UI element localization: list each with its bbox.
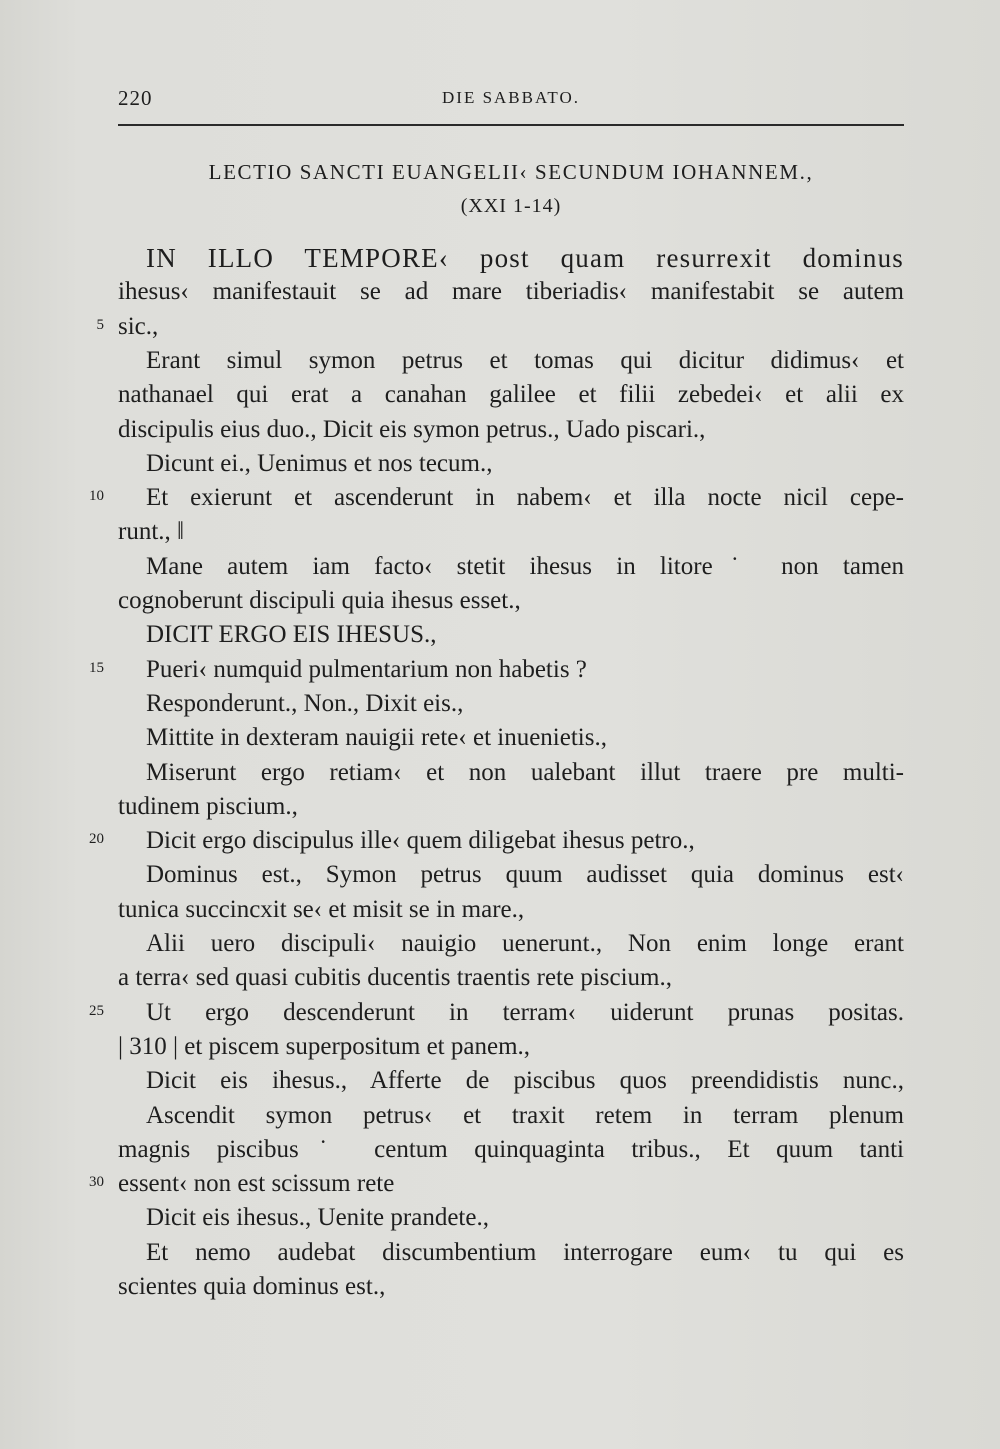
line-text: Mane autem iam facto‹ stetit ihesus in litore˙ non tamen <box>146 552 904 580</box>
text-line <box>0 617 1000 653</box>
text-line <box>0 1269 1000 1305</box>
text-line <box>0 995 1000 1031</box>
lection-title: LECTIO SANCTI EUANGELII‹ SECUNDUM IOHANNEM., <box>208 160 814 184</box>
text-line <box>0 480 1000 516</box>
line-text: Responderunt., Non., Dixit eis., <box>146 689 464 717</box>
line-text: Dicunt ei., Uenimus et nos tecum., <box>146 449 493 477</box>
running-head: DIE SABBATO. <box>442 88 580 107</box>
text-line <box>0 789 1000 825</box>
line-text: ihesus‹ manifestauit se ad mare tiberiadis‹ manifestabit se autem <box>118 278 904 306</box>
text-line <box>0 720 1000 756</box>
text-line <box>0 1063 1000 1099</box>
lection-reference: (XXI 1-14) <box>460 195 562 217</box>
text-line <box>0 686 1000 722</box>
line-number: 20 <box>89 831 104 848</box>
line-text: Pueri‹ numquid pulmentarium non habetis ? <box>146 655 587 683</box>
line-text: scientes quia dominus est., <box>118 1273 386 1300</box>
text-line <box>0 1166 1000 1202</box>
line-text: discipulis eius duo., Dicit eis symon petrus., Uado piscari., <box>118 415 706 443</box>
line-text: cognoberunt discipuli quia ihesus esset., <box>118 587 521 614</box>
line-number: 10 <box>89 488 104 505</box>
line-number: 25 <box>89 1002 104 1019</box>
line-text: Dicit eis ihesus., Uenite prandete., <box>146 1204 489 1232</box>
line-text: magnis piscibus˙ centum quinquaginta tribus., Et quum tanti <box>118 1135 904 1163</box>
line-text: a terra‹ sed quasi cubitis ducentis traentis rete piscium., <box>118 964 672 992</box>
text-line <box>0 514 1000 550</box>
text-line <box>0 377 1000 413</box>
text-line <box>0 240 1000 276</box>
text-line <box>0 274 1000 310</box>
text-line <box>0 1235 1000 1271</box>
text-line <box>0 1029 1000 1065</box>
line-text: Dicit ergo discipulus ille‹ quem diligebat ihesus petro., <box>146 827 695 855</box>
text-line <box>0 446 1000 482</box>
text-line <box>0 309 1000 345</box>
text-line <box>0 892 1000 928</box>
text-line <box>0 343 1000 379</box>
text-line <box>0 960 1000 996</box>
line-number: 30 <box>89 1174 104 1191</box>
text-line <box>0 583 1000 619</box>
line-text: sic., <box>118 312 159 340</box>
line-text: tudinem piscium., <box>118 792 298 820</box>
line-text: IN ILLO TEMPORE‹ post quam resurrexit dominus <box>146 243 904 273</box>
text-line <box>0 857 1000 893</box>
line-text: Erant simul symon petrus et tomas qui dicitur didimus‹ et <box>146 346 904 374</box>
line-number: 15 <box>89 659 104 676</box>
line-number: 5 <box>96 316 104 333</box>
line-text: essent‹ non est scissum rete <box>118 1170 395 1198</box>
page-number: 220 <box>118 86 153 110</box>
line-text: Miserunt ergo retiam‹ et non ualebant illut traere pre multi- <box>146 758 904 786</box>
line-text: Mittite in dexteram nauigii rete‹ et inuenietis., <box>146 724 607 752</box>
text-line <box>0 926 1000 962</box>
line-text: Et nemo audebat discumbentium interrogare eum‹ tu qui es <box>146 1238 904 1266</box>
line-text: runt., ‖ <box>118 518 185 546</box>
text-line <box>0 412 1000 448</box>
line-text: | 310 | et piscem superpositum et panem., <box>118 1032 531 1060</box>
text-line <box>0 652 1000 688</box>
text-line <box>0 823 1000 859</box>
line-text: Ut ergo descenderunt in terram‹ uiderunt prunas positas. <box>146 998 904 1026</box>
line-text: Ascendit symon petrus‹ et traxit retem in terram plenum <box>146 1101 904 1129</box>
line-text: nathanael qui erat a canahan galilee et filii zebedei‹ et alii ex <box>118 381 904 409</box>
line-text: Dominus est., Symon petrus quum audisset quia dominus est‹ <box>146 861 904 889</box>
text-line <box>0 1098 1000 1134</box>
line-text: Dicit eis ihesus., Afferte de piscibus quos preendidistis nunc., <box>146 1067 904 1095</box>
line-text: Et exierunt et ascenderunt in nabem‹ et illa nocte nicil cepe- <box>146 484 904 512</box>
text-line <box>0 1200 1000 1236</box>
text-line <box>0 1132 1000 1168</box>
text-line <box>0 549 1000 585</box>
line-text: Alii uero discipuli‹ nauigio uenerunt., Non enim longe erant <box>146 930 904 957</box>
line-text: tunica succincxit se‹ et misit se in mare., <box>118 895 525 923</box>
line-text: DICIT ERGO EIS IHESUS., <box>146 621 437 649</box>
text-line <box>0 755 1000 791</box>
